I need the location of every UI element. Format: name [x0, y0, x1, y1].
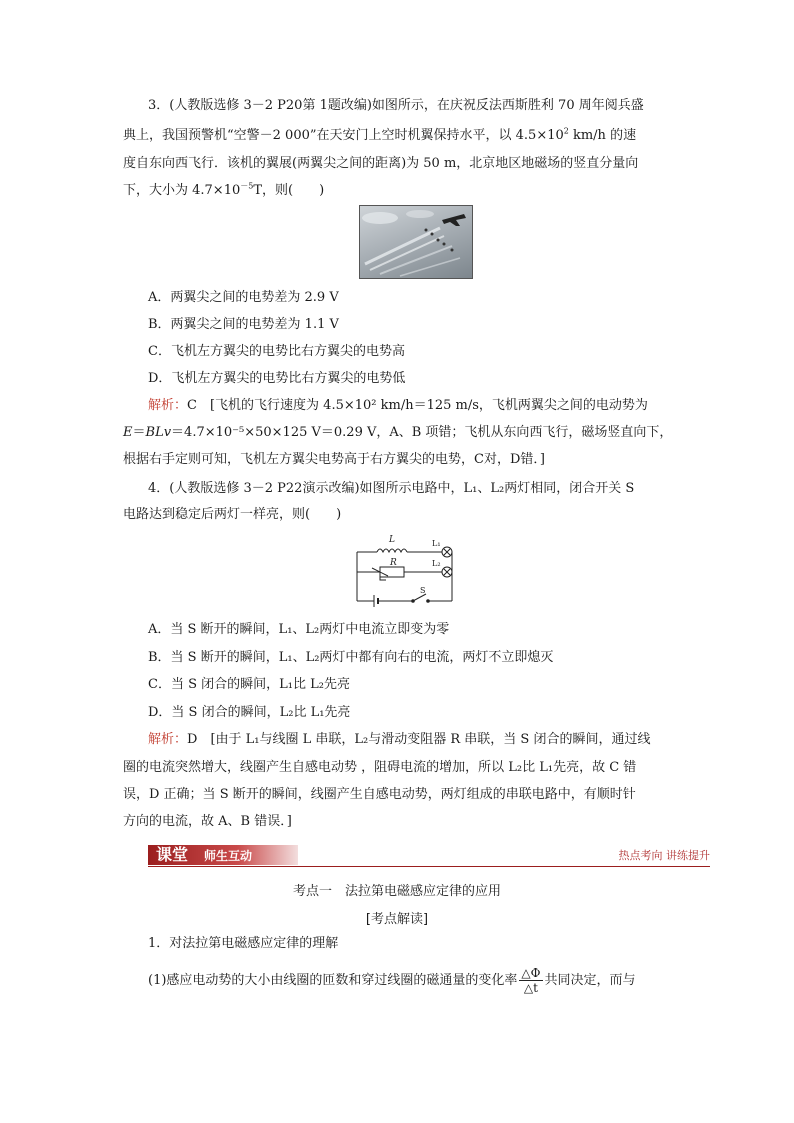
q3-stem-line-2: 典上，我国预警机“空警－2 000”在天安门上空时机翼保持水平，以 $4.5\times 10^2$ km/h 的速 — [123, 126, 637, 143]
q3-stem-line-3: 度自东向西飞行．该机的翼展(两翼尖之间的距离)为 50 m，北京地区地磁场的竖直分量向 — [123, 156, 639, 171]
q3-option-d: D．飞机左方翼尖的电势比右方翼尖的电势低 — [148, 371, 406, 386]
section-subtitle: [考点解读] — [365, 912, 429, 927]
q3-option-a: A．两翼尖之间的电势差为 2.9 V — [148, 290, 339, 305]
switch-label: S — [420, 586, 426, 595]
section-title: 考点一 法拉第电磁感应定律的应用 — [292, 884, 501, 899]
lamp1-label: L₁ — [432, 539, 441, 548]
q4-option-d: D．当 S 闭合的瞬间，L₂比 L₁先亮 — [148, 705, 351, 720]
q3-option-c: C．飞机左方翼尖的电势比右方翼尖的电势高 — [148, 344, 405, 359]
banner-right-text: 热点考向 讲练提升 — [618, 849, 710, 862]
q4-analysis-line-1: 解析：D [由于 L₁与线圈 L 串联，L₂与滑动变阻器 R 串联，当 S 闭合的瞬间，通过线 — [148, 732, 651, 747]
airshow-photo — [359, 205, 473, 279]
section-banner — [148, 845, 710, 867]
q3-analysis-line-1: 解析：C [飞机的飞行速度为 4.5×10² km/h＝125 m/s，飞机两翼尖之间的电动势为 — [148, 398, 648, 413]
q4-stem-line-1: 4．(人教版选修 3－2 P22演示改编)如图所示电路中，L₁、L₂两灯相同，闭合开关 S — [148, 481, 635, 496]
q4-option-c: C．当 S 闭合的瞬间，L₁比 L₂先亮 — [148, 677, 350, 692]
q4-analysis-line-3: 误，D 正确；当 S 断开的瞬间，线圈产生自感电动势，两灯组成的串联电路中，有顺时针 — [123, 787, 636, 802]
q3-stem-line-1: 3．(人教版选修 3－2 P20第 1题改编)如图所示，在庆祝反法西斯胜利 70 周年阅兵盛 — [148, 98, 644, 113]
flux-rate-fraction: $\frac{\triangle\Phi}{\triangle t}$ — [521, 966, 541, 995]
banner-subtitle: 师生互动 — [204, 849, 253, 863]
lamp2-label: L₂ — [432, 559, 441, 568]
item-1-heading: 1．对法拉第电磁感应定律的理解 — [148, 936, 339, 951]
q4-analysis-line-2: 圈的电流突然增大，线圈产生自感电动势 ，阻碍电流的增加，所以 L₂比 L₁先亮，故 C 错 — [123, 760, 637, 775]
analysis-label: 解析： — [148, 398, 188, 413]
q3-analysis-line-2: E＝BLv＝4.7×10⁻⁵×50×125 V＝0.29 V，A、B 项错；飞机从东向西飞行，磁场竖直向下， — [123, 425, 673, 440]
banner-tag: 课堂 — [156, 845, 189, 864]
q3-stem-line-4: 下，大小为 $4.7\times 10^{-5}T$，则( ) — [123, 181, 325, 198]
q4-stem-line-2: 电路达到稳定后两灯一样亮，则( ) — [123, 507, 342, 522]
item-1-1-text: (1)感应电动势的大小由线圈的匝数和穿过线圈的磁通量的变化率 $\frac{\triangle\Phi}{\triangle t}$ 共同决定，而与 — [148, 966, 636, 995]
banner-rule — [148, 866, 710, 867]
q4-option-b: B．当 S 断开的瞬间，L₁、L₂两灯中都有向右的电流，两灯不立即熄灭 — [148, 650, 554, 665]
q4-analysis-line-4: 方向的电流，故 A、B 错误．] — [123, 814, 292, 829]
analysis-label: 解析： — [148, 732, 188, 747]
q3-analysis-line-3: 根据右手定则可知，飞机左方翼尖电势高于右方翼尖的电势，C对，D错．] — [123, 452, 545, 467]
q4-option-a: A．当 S 断开的瞬间，L₁、L₂两灯中电流立即变为零 — [148, 622, 450, 637]
q3-option-b: B．两翼尖之间的电势差为 1.1 V — [148, 317, 339, 332]
resistor-label: R — [390, 558, 397, 568]
circuit-diagram — [350, 530, 460, 610]
inductor-label: L — [389, 535, 395, 545]
